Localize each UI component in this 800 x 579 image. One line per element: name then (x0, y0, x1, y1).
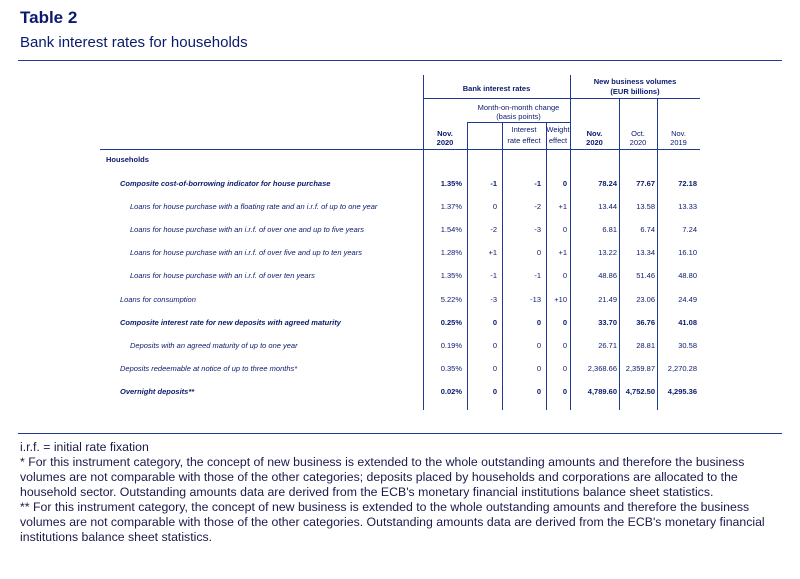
header-new-business: New business volumes (593, 77, 677, 86)
cell-nov20: 4,789.60 (587, 386, 617, 396)
cell-nov20: 48.86 (598, 271, 617, 281)
cell-oct20: 6.74 (640, 225, 655, 235)
cell-nov19: 2,270.28 (667, 363, 697, 373)
header-interest-effect: rate effect (507, 136, 541, 145)
cell-oct20: 36.76 (636, 317, 655, 327)
cell-oct20: 51.46 (636, 271, 655, 281)
cell-nov20: 13.22 (598, 248, 617, 258)
cell-oct20: 13.58 (636, 202, 655, 212)
interest-rate-table (100, 75, 700, 410)
cell-we: 0 (562, 363, 567, 373)
cell-rate: 1.37% (440, 202, 462, 212)
cell-mom: -1 (490, 179, 497, 188)
cell-oct20: 77.67 (636, 179, 655, 188)
row-label: Composite interest rate for new deposits with agreed maturity (120, 317, 341, 327)
cell-ire: -2 (534, 202, 541, 212)
top-divider (18, 60, 782, 61)
cell-ire: 0 (536, 363, 541, 373)
cell-rate: 1.35% (440, 271, 462, 281)
cell-rate: 1.54% (440, 225, 462, 235)
footnote: * For this instrument category, the concept of new business is extended to the whole outstanding amounts and therefore the business volumes are not comparable with those of the other categories; deposits placed by households and corporations are allocated to the household sector. Outstanding amounts data are derived from the ECB's monetary financial institutions balance sheet statistics. (20, 455, 745, 499)
cell-we: 0 (562, 386, 567, 396)
cell-nov19: 48.80 (678, 271, 697, 281)
cell-mom: +1 (488, 248, 497, 258)
header-mom-change: Month-on-month change (477, 103, 560, 112)
cell-we: 0 (562, 317, 567, 327)
col-divider (467, 122, 468, 410)
cell-nov20: 2,368.66 (587, 363, 617, 373)
header-bank-rates: Bank interest rates (462, 84, 531, 93)
cell-oct20: 13.34 (636, 248, 655, 258)
row-label: Loans for house purchase with an i.r.f. of over five and up to ten years (130, 248, 362, 258)
row-label: Loans for house purchase with an i.r.f. of over one and up to five years (130, 225, 365, 235)
cell-we: 0 (562, 225, 567, 235)
row-label: Composite cost-of-borrowing indicator for house purchase (120, 179, 331, 188)
header-rule (423, 98, 700, 99)
cell-mom: 0 (492, 386, 497, 396)
cell-nov19: 30.58 (678, 340, 697, 350)
header-col-nov2020: Nov. (437, 129, 453, 138)
cell-mom: -1 (490, 271, 497, 281)
table-title: Table 2 (20, 8, 78, 27)
cell-ire: -1 (534, 271, 541, 281)
cell-nov20: 13.44 (598, 202, 617, 212)
cell-rate: 1.28% (440, 248, 462, 258)
cell-nov19: 4,295.36 (667, 386, 697, 396)
header-col-oct2020: 2020 (629, 138, 647, 147)
header-col-nov2019: Nov. (671, 129, 686, 138)
cell-we: 0 (562, 179, 567, 188)
header-col-nb-nov2020: Nov. (586, 129, 603, 138)
cell-nov20: 33.70 (598, 317, 617, 327)
header-rule (467, 122, 570, 123)
cell-nov20: 26.71 (598, 340, 617, 350)
table-subtitle: Bank interest rates for households (20, 34, 248, 51)
cell-oct20: 4,752.50 (625, 386, 655, 396)
cell-nov19: 13.33 (678, 202, 697, 212)
row-label: Deposits redeemable at notice of up to three months* (120, 363, 298, 373)
cell-mom: -2 (490, 225, 497, 235)
header-interest-effect: Interest (511, 125, 537, 134)
cell-nov19: 24.49 (678, 294, 697, 304)
row-label: Loans for consumption (120, 294, 196, 304)
col-divider (423, 75, 424, 410)
cell-we: +1 (558, 248, 567, 258)
cell-we: 0 (562, 340, 567, 350)
cell-mom: 0 (492, 363, 497, 373)
cell-ire: 0 (536, 248, 541, 258)
cell-nov20: 78.24 (598, 179, 617, 188)
cell-mom: 0 (492, 202, 497, 212)
header-new-business-unit: (EUR billions) (610, 87, 660, 96)
cell-oct20: 2,359.87 (625, 363, 655, 373)
cell-nov19: 7.24 (682, 225, 697, 235)
col-divider (570, 75, 571, 410)
cell-rate: 1.35% (440, 179, 462, 188)
col-divider (546, 122, 547, 410)
cell-ire: -3 (534, 225, 541, 235)
footnotes (20, 440, 780, 545)
cell-rate: 0.35% (440, 363, 462, 373)
row-label: Overnight deposits** (120, 386, 195, 396)
cell-rate: 0.02% (440, 386, 462, 396)
cell-ire: 0 (536, 317, 541, 327)
cell-rate: 5.22% (440, 294, 462, 304)
header-weight-effect: effect (548, 136, 568, 145)
header-col-nov2019: 2019 (670, 138, 687, 147)
header-rule (100, 149, 700, 150)
cell-nov19: 41.08 (678, 317, 697, 327)
cell-nov20: 21.49 (598, 294, 617, 304)
cell-ire: -1 (534, 179, 541, 188)
header-col-nb-nov2020: 2020 (586, 138, 603, 147)
header-mom-unit: (basis points) (496, 112, 541, 121)
bottom-divider (18, 433, 782, 434)
cell-oct20: 28.81 (636, 340, 655, 350)
section-label: Households (106, 155, 149, 164)
cell-we: 0 (562, 271, 567, 281)
cell-nov19: 72.18 (678, 179, 697, 188)
cell-we: +1 (558, 202, 567, 212)
col-divider (502, 122, 503, 410)
cell-rate: 0.25% (440, 317, 462, 327)
footnote: ** For this instrument category, the concept of new business is extended to the whole outstanding amounts and therefore the business volumes are not comparable with those of the other categories. Outstanding amounts data are derived from the ECB's monetary financial institutions balance sheet statistics. (20, 500, 765, 544)
header-col-oct2020: Oct. (631, 129, 645, 138)
cell-oct20: 23.06 (636, 294, 655, 304)
cell-nov19: 16.10 (678, 248, 697, 258)
cell-nov20: 6.81 (602, 225, 617, 235)
cell-mom: 0 (492, 317, 497, 327)
cell-ire: 0 (536, 340, 541, 350)
cell-rate: 0.19% (440, 340, 462, 350)
header-col-nov2020: 2020 (436, 138, 454, 147)
cell-mom: -3 (490, 294, 497, 304)
cell-we: +10 (554, 294, 567, 304)
cell-mom: 0 (492, 340, 497, 350)
footnote: i.r.f. = initial rate fixation (20, 440, 149, 454)
row-label: Loans for house purchase with an i.r.f. of over ten years (130, 271, 315, 281)
header-weight-effect: Weight (546, 125, 570, 134)
row-label: Loans for house purchase with a floating rate and an i.r.f. of up to one year (130, 202, 378, 212)
cell-ire: -13 (530, 294, 541, 304)
row-label: Deposits with an agreed maturity of up to one year (130, 340, 298, 350)
cell-ire: 0 (536, 386, 541, 396)
